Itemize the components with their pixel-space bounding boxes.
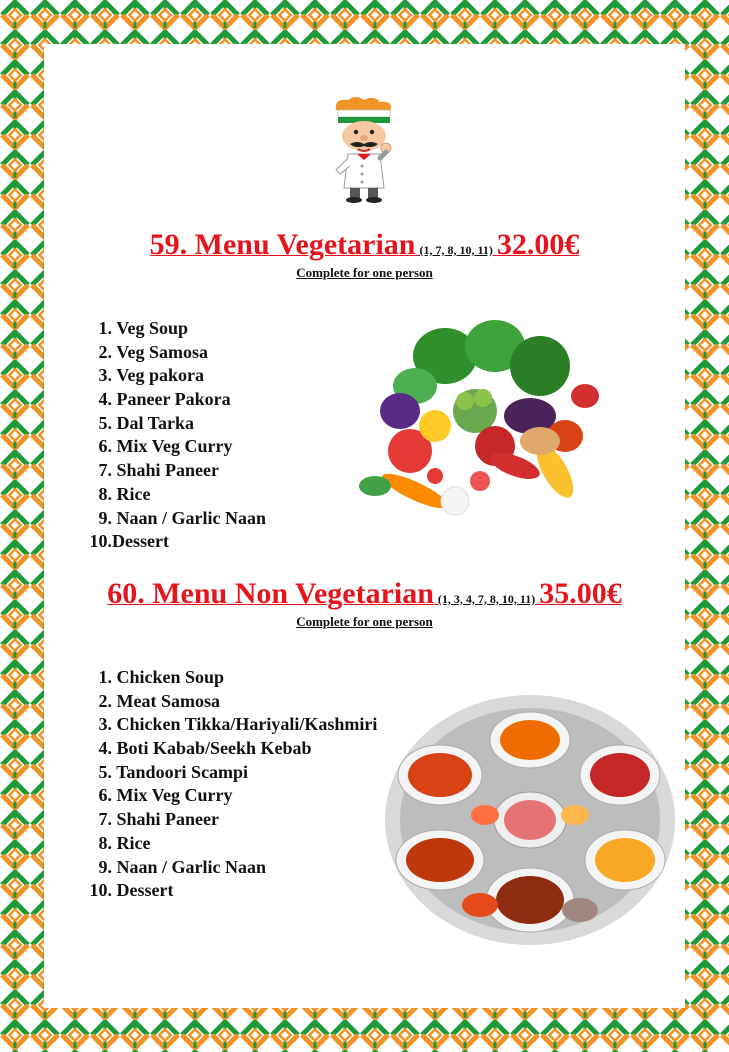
list-item: 10. Dessert: [89, 880, 174, 901]
menu-59-allergens: (1, 7, 8, 10, 11): [419, 243, 493, 257]
list-item: 3. Veg pakora: [98, 365, 205, 386]
vegetables-image: [355, 316, 613, 526]
list-item: 5. Tandoori Scampi: [98, 761, 249, 782]
list-item: 8. Rice: [98, 832, 151, 853]
list-item: 7. Shahi Paneer: [98, 460, 220, 481]
menu-59-name: 59. Menu Vegetarian: [149, 228, 416, 261]
indian-dishes-image: [380, 685, 680, 955]
list-item: 4. Boti Kabab/Seekh Kebab: [98, 738, 312, 759]
menu-59-title: [0, 228, 729, 262]
menu-60-subtitle: Complete for one person: [296, 614, 433, 629]
menu-60-items: [86, 666, 377, 903]
list-item: 8. Rice: [98, 483, 151, 504]
list-item: 10.Dessert: [89, 531, 169, 552]
menu-59-price: 32.00€: [496, 228, 580, 261]
menu-59-subtitle: Complete for one person: [296, 265, 433, 280]
menu-60-price: 35.00€: [539, 577, 622, 610]
chef-illustration: [328, 96, 400, 204]
menu-60-name: 60. Menu Non Vegetarian: [107, 577, 434, 610]
list-item: 6. Mix Veg Curry: [98, 436, 233, 457]
list-item: 2. Veg Samosa: [98, 341, 209, 362]
list-item: 5. Dal Tarka: [98, 412, 195, 433]
list-item: 9. Naan / Garlic Naan: [98, 507, 267, 528]
menu-59-items: [86, 317, 266, 554]
list-item: 1. Chicken Soup: [98, 667, 225, 687]
list-item: 4. Paneer Pakora: [98, 389, 231, 410]
list-item: 3. Chicken Tikka/Hariyali/Kashmiri: [98, 714, 378, 735]
list-item: 1. Veg Soup: [98, 318, 189, 338]
list-item: 7. Shahi Paneer: [98, 809, 220, 830]
menu-60-allergens: (1, 3, 4, 7, 8, 10, 11): [437, 592, 536, 606]
list-item: 6. Mix Veg Curry: [98, 785, 233, 806]
menu-60-title: [0, 577, 729, 611]
list-item: 9. Naan / Garlic Naan: [98, 856, 267, 877]
list-item: 2. Meat Samosa: [98, 690, 220, 711]
